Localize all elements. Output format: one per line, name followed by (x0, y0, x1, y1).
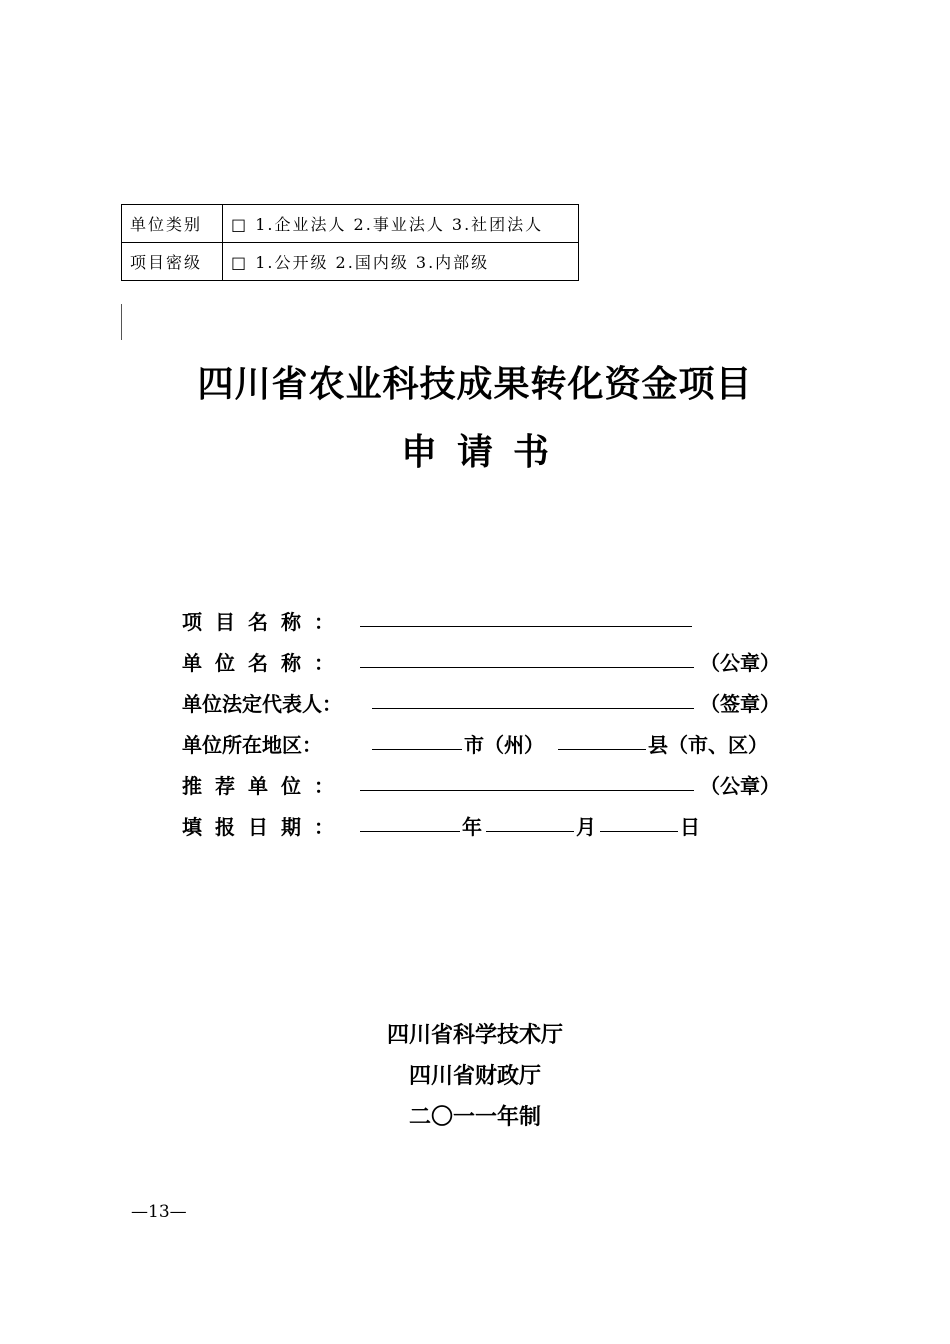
legal-rep-label: 单位法定代表人： (182, 692, 342, 716)
recommender-label: 推荐单位： (182, 774, 347, 798)
year-label: 年 (462, 815, 482, 839)
county-label: 县（市、区） (648, 733, 768, 757)
meta-label: 项目密级 (122, 243, 223, 281)
issuer-finance-dept: 四川省财政厅 (408, 1064, 541, 1089)
month-label: 月 (576, 815, 596, 839)
project-name-label: 项目名称： (182, 610, 347, 634)
unit-type-options[interactable]: □ 1.企业法人 2.事业法人 3.社团法人 (223, 205, 579, 243)
form-row-unit-name (182, 645, 792, 686)
meta-row-unit-type (122, 205, 579, 243)
issue-year: 二〇一一年制 (408, 1105, 541, 1130)
seal-public-label: （公章） (700, 651, 780, 675)
fill-date-label: 填报日期： (182, 815, 347, 839)
meta-row-secrecy (122, 243, 579, 281)
seal-sign-label: （签章） (700, 692, 780, 716)
month-field[interactable] (486, 809, 574, 832)
form-row-legal-rep (182, 686, 792, 727)
city-field[interactable] (372, 727, 462, 750)
margin-line (121, 304, 122, 340)
meta-table (121, 204, 579, 281)
day-field[interactable] (600, 809, 678, 832)
secrecy-options[interactable]: □ 1.公开级 2.国内级 3.内部级 (223, 243, 579, 281)
unit-name-field[interactable] (360, 645, 694, 668)
seal-public-label-2: （公章） (700, 774, 780, 798)
cover-form (182, 604, 792, 850)
form-row-project-name (182, 604, 792, 645)
year-field[interactable] (360, 809, 460, 832)
legal-rep-field[interactable] (372, 686, 694, 709)
unit-name-label: 单位名称： (182, 651, 347, 675)
recommender-field[interactable] (360, 768, 694, 791)
day-label: 日 (680, 815, 700, 839)
city-label: 市（州） (464, 733, 544, 757)
form-row-recommender (182, 768, 792, 809)
location-label: 单位所在地区： (182, 733, 322, 757)
document-subtitle: 申请书 (400, 432, 569, 473)
form-row-location (182, 727, 792, 768)
project-name-field[interactable] (360, 604, 692, 627)
form-row-fill-date (182, 809, 792, 850)
issuer-science-dept: 四川省科学技术厅 (386, 1023, 563, 1048)
document-title: 四川省农业科技成果转化资金项目 (197, 364, 753, 405)
county-field[interactable] (558, 727, 646, 750)
meta-label: 单位类别 (122, 205, 223, 243)
page-number: —13— (131, 1202, 187, 1222)
